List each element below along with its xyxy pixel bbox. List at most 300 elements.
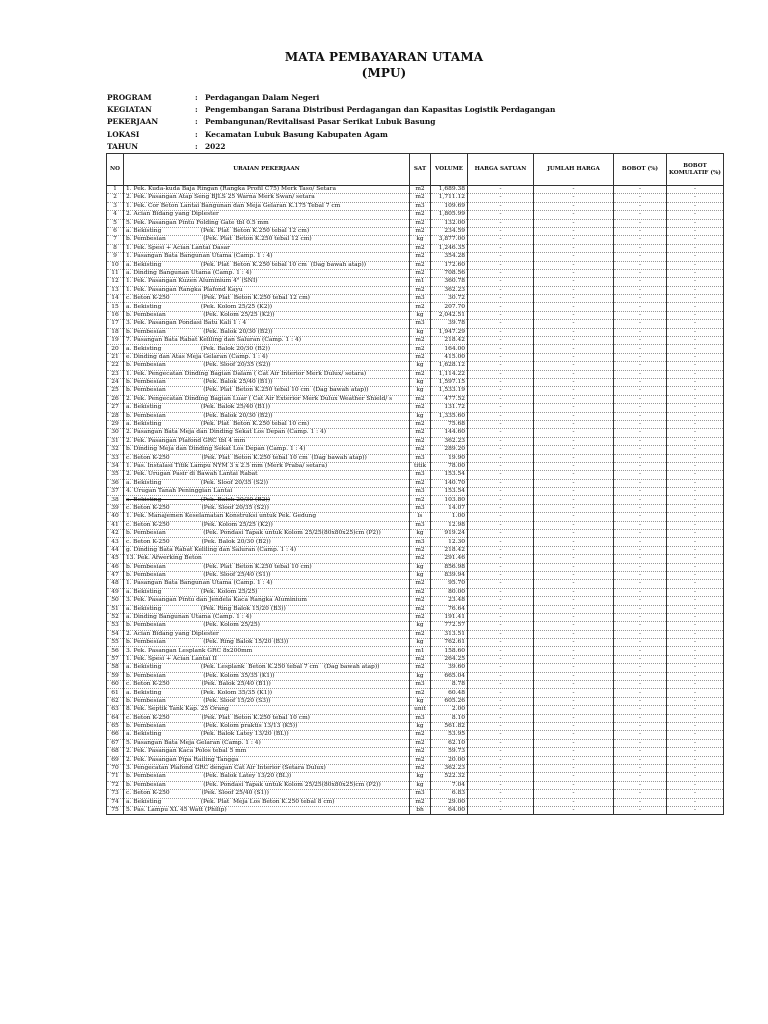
table-row xyxy=(107,723,724,731)
row-bobot: - xyxy=(614,395,667,403)
row-description: b. Pembesian (Pek. Balok 25/40 (B1)) xyxy=(124,378,410,386)
row-description: b. Pembesian (Pek. Sloof 15/20 (S3)) xyxy=(124,697,410,705)
row-bobot: - xyxy=(614,496,667,504)
row-no: 48 xyxy=(107,580,124,588)
table-row xyxy=(107,286,724,294)
row-bobot: - xyxy=(614,219,667,227)
row-no: 54 xyxy=(107,630,124,638)
row-no: 32 xyxy=(107,446,124,454)
row-unit: m2 xyxy=(410,764,431,772)
row-bobot-komulatif: - xyxy=(667,723,724,731)
row-volume: 218.42 xyxy=(431,546,468,554)
row-unit: kg xyxy=(410,697,431,705)
row-jumlah-harga: - xyxy=(534,278,614,286)
row-no: 42 xyxy=(107,530,124,538)
table-row xyxy=(107,580,724,588)
row-harga-satuan: - xyxy=(468,462,534,470)
row-jumlah-harga: - xyxy=(534,697,614,705)
table-row xyxy=(107,513,724,521)
row-description: c. Beton K-250 (Pek. Sloof 25/40 (S1)) xyxy=(124,790,410,798)
row-volume: 762.61 xyxy=(431,639,468,647)
row-jumlah-harga: - xyxy=(534,622,614,630)
row-bobot-komulatif: - xyxy=(667,748,724,756)
row-jumlah-harga: - xyxy=(534,269,614,277)
row-volume: 7.04 xyxy=(431,781,468,789)
table-row xyxy=(107,689,724,697)
row-description: b. Pembesian (Pek. Balok Latey 13/20 (BL)) xyxy=(124,773,410,781)
row-bobot-komulatif: - xyxy=(667,462,724,470)
row-no: 56 xyxy=(107,647,124,655)
info-row-kegiatan xyxy=(107,104,555,116)
row-volume: 605.26 xyxy=(431,697,468,705)
row-harga-satuan: - xyxy=(468,387,534,395)
row-unit: m2 xyxy=(410,219,431,227)
table-row xyxy=(107,639,724,647)
row-description: a. Bekisting (Pek. Balok Latey 13/20 (BL)) xyxy=(124,731,410,739)
row-no: 14 xyxy=(107,295,124,303)
row-bobot: - xyxy=(614,378,667,386)
row-bobot: - xyxy=(614,269,667,277)
row-unit: m2 xyxy=(410,395,431,403)
table-row xyxy=(107,714,724,722)
row-volume: 153.54 xyxy=(431,471,468,479)
row-no: 22 xyxy=(107,362,124,370)
row-jumlah-harga: - xyxy=(534,253,614,261)
row-description: 7. Pasangan Bata Rabat Keliling dan Saluran (Camp. 1 : 4) xyxy=(124,337,410,345)
row-description: 13. Pek. Afwerking Beton xyxy=(124,555,410,563)
row-jumlah-harga: - xyxy=(534,303,614,311)
info-colon: : xyxy=(195,105,198,115)
document-title: MATA PEMBAYARAN UTAMA xyxy=(284,50,484,64)
table-row xyxy=(107,370,724,378)
row-no: 57 xyxy=(107,655,124,663)
row-volume: 362.23 xyxy=(431,437,468,445)
row-jumlah-harga: - xyxy=(534,295,614,303)
row-no: 4 xyxy=(107,211,124,219)
row-no: 68 xyxy=(107,748,124,756)
row-volume: 856.98 xyxy=(431,563,468,571)
row-unit: m2 xyxy=(410,186,431,194)
row-jumlah-harga: - xyxy=(534,555,614,563)
row-description: a. Bekisting (Pek. Balok 20/30 (B2)) xyxy=(124,345,410,353)
row-description: 2. Pek. Pengecatan Dinding Bagian Luar ( Cat Air Exterior Merk Dulux Weather Shield/ s xyxy=(124,395,410,403)
row-description: 2. Pek. Pasangan Pipa Railing Tangga xyxy=(124,756,410,764)
row-volume: 1,689.38 xyxy=(431,186,468,194)
row-harga-satuan: - xyxy=(468,286,534,294)
row-bobot: - xyxy=(614,571,667,579)
row-volume: 144.60 xyxy=(431,429,468,437)
row-description: a. Bekisting (Pek. Plat Beton K.250 tebal 12 cm) xyxy=(124,227,410,235)
row-jumlah-harga: - xyxy=(534,530,614,538)
row-bobot: - xyxy=(614,362,667,370)
row-volume: 103.80 xyxy=(431,496,468,504)
row-harga-satuan: - xyxy=(468,605,534,613)
row-harga-satuan: - xyxy=(468,420,534,428)
row-unit: m2 xyxy=(410,479,431,487)
row-bobot-komulatif: - xyxy=(667,479,724,487)
row-harga-satuan: - xyxy=(468,630,534,638)
row-volume: 2.00 xyxy=(431,706,468,714)
row-bobot-komulatif: - xyxy=(667,622,724,630)
table-row xyxy=(107,446,724,454)
row-bobot: - xyxy=(614,664,667,672)
row-harga-satuan: - xyxy=(468,748,534,756)
row-bobot: - xyxy=(614,798,667,806)
row-harga-satuan: - xyxy=(468,261,534,269)
row-volume: 19.90 xyxy=(431,454,468,462)
row-unit: bh xyxy=(410,806,431,814)
row-bobot: - xyxy=(614,706,667,714)
row-description: a. Bekisting (Pek. Sloof 20/35 (S2)) xyxy=(124,479,410,487)
row-jumlah-harga: - xyxy=(534,655,614,663)
table-row xyxy=(107,521,724,529)
row-bobot: - xyxy=(614,597,667,605)
document-subtitle: (MPU) xyxy=(361,66,407,80)
info-row-lokasi xyxy=(107,129,555,141)
row-volume: 78.00 xyxy=(431,462,468,470)
row-no: 53 xyxy=(107,622,124,630)
row-jumlah-harga: - xyxy=(534,362,614,370)
row-unit: m2 xyxy=(410,731,431,739)
row-bobot-komulatif: - xyxy=(667,706,724,714)
row-jumlah-harga: - xyxy=(534,580,614,588)
row-description: a. Dinding Bangunan Utama (Camp. 1 : 4) xyxy=(124,269,410,277)
row-bobot: - xyxy=(614,790,667,798)
row-unit: m2 xyxy=(410,420,431,428)
row-harga-satuan: - xyxy=(468,446,534,454)
row-no: 61 xyxy=(107,689,124,697)
row-volume: 1,947.29 xyxy=(431,328,468,336)
row-harga-satuan: - xyxy=(468,546,534,554)
row-volume: 14.07 xyxy=(431,504,468,512)
table-row xyxy=(107,530,724,538)
row-description: a. Bekisting (Pek. Kolom 35/35 (K1)) xyxy=(124,689,410,697)
row-no: 62 xyxy=(107,697,124,705)
row-no: 27 xyxy=(107,404,124,412)
row-unit: kg xyxy=(410,563,431,571)
row-harga-satuan: - xyxy=(468,781,534,789)
row-unit: kg xyxy=(410,622,431,630)
table-row xyxy=(107,571,724,579)
row-description: b. Pembesian (Pek. Ring Balok 15/20 (B3)) xyxy=(124,639,410,647)
table-row xyxy=(107,462,724,470)
row-description: c. Beton K-250 (Pek. Plat Beton K.250 tebal 10 cm (Dag bawah atap)) xyxy=(124,454,410,462)
row-harga-satuan: - xyxy=(468,790,534,798)
row-harga-satuan: - xyxy=(468,211,534,219)
row-volume: 772.57 xyxy=(431,622,468,630)
row-jumlah-harga: - xyxy=(534,353,614,361)
header-bobot: BOBOT (%) xyxy=(614,154,667,186)
row-harga-satuan: - xyxy=(468,496,534,504)
row-bobot-komulatif: - xyxy=(667,597,724,605)
row-unit: kg xyxy=(410,672,431,680)
row-no: 69 xyxy=(107,756,124,764)
row-jumlah-harga: - xyxy=(534,781,614,789)
row-harga-satuan: - xyxy=(468,395,534,403)
row-harga-satuan: - xyxy=(468,697,534,705)
row-jumlah-harga: - xyxy=(534,647,614,655)
row-jumlah-harga: - xyxy=(534,236,614,244)
row-jumlah-harga: - xyxy=(534,437,614,445)
row-jumlah-harga: - xyxy=(534,420,614,428)
row-jumlah-harga: - xyxy=(534,748,614,756)
row-unit: kg xyxy=(410,328,431,336)
row-no: 43 xyxy=(107,538,124,546)
row-harga-satuan: - xyxy=(468,806,534,814)
row-no: 16 xyxy=(107,311,124,319)
row-unit: ls xyxy=(410,513,431,521)
row-jumlah-harga: - xyxy=(534,731,614,739)
row-no: 66 xyxy=(107,731,124,739)
row-volume: 6.83 xyxy=(431,790,468,798)
row-bobot: - xyxy=(614,253,667,261)
row-bobot-komulatif: - xyxy=(667,328,724,336)
table-row xyxy=(107,345,724,353)
table-row xyxy=(107,311,724,319)
row-jumlah-harga: - xyxy=(534,706,614,714)
row-harga-satuan: - xyxy=(468,362,534,370)
table-row xyxy=(107,420,724,428)
row-unit: m2 xyxy=(410,748,431,756)
row-bobot: - xyxy=(614,311,667,319)
table-row xyxy=(107,790,724,798)
row-bobot-komulatif: - xyxy=(667,353,724,361)
row-description: c. Beton K-250 (Pek. Sloof 20/35 (S2)) xyxy=(124,504,410,512)
row-unit: m2 xyxy=(410,269,431,277)
row-volume: 64.00 xyxy=(431,806,468,814)
row-bobot-komulatif: - xyxy=(667,378,724,386)
row-description: g. Dinding Bata Rabat Keliling dan Saluran (Camp. 1 : 4) xyxy=(124,546,410,554)
row-volume: 3,877.00 xyxy=(431,236,468,244)
row-harga-satuan: - xyxy=(468,689,534,697)
row-description: 1. Pek. Spesi + Acian Lantai Dasar xyxy=(124,244,410,252)
row-bobot: - xyxy=(614,303,667,311)
row-description: a. Dinding Bangunan Utama (Camp. 1 : 4) xyxy=(124,613,410,621)
row-description: c. Beton K-250 (Pek. Plat Beton K.250 tebal 10 cm) xyxy=(124,714,410,722)
row-bobot: - xyxy=(614,370,667,378)
row-no: 17 xyxy=(107,320,124,328)
row-no: 58 xyxy=(107,664,124,672)
row-description: 5. Pasangan Bata Meja Gelaran (Camp. 1 : 4) xyxy=(124,739,410,747)
row-description: b. Dinding Meja dan Dinding Sekat Los Depan (Camp. 1 : 4) xyxy=(124,446,410,454)
row-harga-satuan: - xyxy=(468,186,534,194)
row-bobot: - xyxy=(614,697,667,705)
table-body xyxy=(107,186,724,815)
row-no: 71 xyxy=(107,773,124,781)
row-bobot-komulatif: - xyxy=(667,395,724,403)
row-description: 1. Pek. Manajemen Keselamatan Konstruksi untuk Pek. Gedung xyxy=(124,513,410,521)
row-harga-satuan: - xyxy=(468,471,534,479)
row-jumlah-harga: - xyxy=(534,412,614,420)
table-row xyxy=(107,798,724,806)
row-bobot: - xyxy=(614,580,667,588)
row-bobot-komulatif: - xyxy=(667,412,724,420)
row-description: c. Beton K-250 (Pek. Kolom 25/25 (K2)) xyxy=(124,521,410,529)
table-row xyxy=(107,261,724,269)
row-unit: m3 xyxy=(410,714,431,722)
row-description: b. Pembesian (Pek. Plat Beton K.250 tebal 12 cm) xyxy=(124,236,410,244)
row-no: 34 xyxy=(107,462,124,470)
row-unit: m3 xyxy=(410,790,431,798)
row-bobot-komulatif: - xyxy=(667,689,724,697)
row-no: 1 xyxy=(107,186,124,194)
row-unit: m2 xyxy=(410,546,431,554)
row-bobot: - xyxy=(614,672,667,680)
table-row xyxy=(107,253,724,261)
row-bobot: - xyxy=(614,488,667,496)
header-jumlah-harga: JUMLAH HARGA xyxy=(534,154,614,186)
row-bobot-komulatif: - xyxy=(667,454,724,462)
row-description: 1. Pek. Pasangan Kuzen Aluminium 4" (SNI) xyxy=(124,278,410,286)
row-bobot-komulatif: - xyxy=(667,471,724,479)
row-bobot-komulatif: - xyxy=(667,546,724,554)
row-jumlah-harga: - xyxy=(534,613,614,621)
row-bobot: - xyxy=(614,622,667,630)
row-bobot-komulatif: - xyxy=(667,790,724,798)
row-description: b. Pembesian (Pek. Pondasi Tapak untuk Kolom 25/25(80x80x25)cm (P2)) xyxy=(124,781,410,789)
row-unit: m2 xyxy=(410,739,431,747)
row-bobot: - xyxy=(614,328,667,336)
row-unit: m3 xyxy=(410,521,431,529)
row-description: 3. Pek. Pasangan Pondasi Batu Kali 1 : 4 xyxy=(124,320,410,328)
row-description: 1. Pasangan Bata Bangunan Utama (Camp. 1 : 4) xyxy=(124,253,410,261)
project-info xyxy=(107,92,555,153)
header-harga-satuan: HARGA SATUAN xyxy=(468,154,534,186)
row-no: 64 xyxy=(107,714,124,722)
row-bobot: - xyxy=(614,764,667,772)
row-no: 67 xyxy=(107,739,124,747)
row-no: 7 xyxy=(107,236,124,244)
row-no: 19 xyxy=(107,337,124,345)
row-no: 25 xyxy=(107,387,124,395)
table-row xyxy=(107,630,724,638)
row-description: 2. Acian Bidang yang Diplester xyxy=(124,211,410,219)
row-unit: m2 xyxy=(410,597,431,605)
table-row xyxy=(107,555,724,563)
info-label: PEKERJAAN xyxy=(107,117,159,127)
row-no: 49 xyxy=(107,588,124,596)
row-jumlah-harga: - xyxy=(534,370,614,378)
row-volume: 708.56 xyxy=(431,269,468,277)
row-harga-satuan: - xyxy=(468,269,534,277)
row-unit: kg xyxy=(410,571,431,579)
row-jumlah-harga: - xyxy=(534,345,614,353)
row-volume: 1,628.12 xyxy=(431,362,468,370)
row-harga-satuan: - xyxy=(468,706,534,714)
row-volume: 289.20 xyxy=(431,446,468,454)
table-row xyxy=(107,303,724,311)
row-harga-satuan: - xyxy=(468,613,534,621)
row-description: 2. Acian Bidang yang Diplester xyxy=(124,630,410,638)
row-unit: m2 xyxy=(410,337,431,345)
row-unit: m2 xyxy=(410,555,431,563)
row-harga-satuan: - xyxy=(468,563,534,571)
row-description: b. Pembesian (Pek. Kolom praktis 13/13 (K5)) xyxy=(124,723,410,731)
table-row xyxy=(107,320,724,328)
row-volume: 1,597.15 xyxy=(431,378,468,386)
row-bobot: - xyxy=(614,278,667,286)
row-description: c. Beton K-250 (Pek. Plat Beton K.250 tebal 12 cm) xyxy=(124,295,410,303)
row-volume: 362.23 xyxy=(431,286,468,294)
row-bobot: - xyxy=(614,731,667,739)
row-bobot-komulatif: - xyxy=(667,781,724,789)
row-bobot-komulatif: - xyxy=(667,370,724,378)
row-unit: kg xyxy=(410,236,431,244)
row-no: 35 xyxy=(107,471,124,479)
row-description: 2. Pasangan Bata Meja dan Dinding Sekat Los Depan (Camp. 1 : 4) xyxy=(124,429,410,437)
row-description: 4. Urugan Tanah Peninggian Lantai xyxy=(124,488,410,496)
row-bobot: - xyxy=(614,462,667,470)
row-volume: 53.95 xyxy=(431,731,468,739)
row-no: 39 xyxy=(107,504,124,512)
row-bobot: - xyxy=(614,647,667,655)
row-unit: kg xyxy=(410,639,431,647)
row-harga-satuan: - xyxy=(468,437,534,445)
row-description: 5. Pek. Pasangan Pintu Folding Gate tbl 0.5 mm xyxy=(124,219,410,227)
row-unit: m2 xyxy=(410,353,431,361)
row-jumlah-harga: - xyxy=(534,597,614,605)
row-jumlah-harga: - xyxy=(534,446,614,454)
row-description: c. Beton K-250 (Pek. Balok 20/30 (B2)) xyxy=(124,538,410,546)
row-volume: 8.78 xyxy=(431,681,468,689)
row-jumlah-harga: - xyxy=(534,546,614,554)
row-harga-satuan: - xyxy=(468,655,534,663)
row-bobot-komulatif: - xyxy=(667,227,724,235)
row-bobot: - xyxy=(614,420,667,428)
row-volume: 76.64 xyxy=(431,605,468,613)
info-colon: : xyxy=(195,117,198,127)
row-volume: 95.70 xyxy=(431,580,468,588)
row-volume: 291.46 xyxy=(431,555,468,563)
table-row xyxy=(107,454,724,462)
table-row xyxy=(107,504,724,512)
table-row xyxy=(107,764,724,772)
table-row xyxy=(107,806,724,814)
row-bobot-komulatif: - xyxy=(667,521,724,529)
row-no: 50 xyxy=(107,597,124,605)
row-no: 37 xyxy=(107,488,124,496)
row-jumlah-harga: - xyxy=(534,681,614,689)
row-bobot: - xyxy=(614,446,667,454)
row-volume: 313.51 xyxy=(431,630,468,638)
row-volume: 415.00 xyxy=(431,353,468,361)
row-bobot-komulatif: - xyxy=(667,236,724,244)
row-jumlah-harga: - xyxy=(534,513,614,521)
row-bobot-komulatif: - xyxy=(667,504,724,512)
info-row-pekerjaan xyxy=(107,116,555,128)
row-unit: m2 xyxy=(410,798,431,806)
row-volume: 132.00 xyxy=(431,219,468,227)
row-description: a. Bekisting (Pek. Plat Beton K.250 tebal 10 cm (Dag bawah atap)) xyxy=(124,261,410,269)
row-jumlah-harga: - xyxy=(534,454,614,462)
row-unit: m3 xyxy=(410,202,431,210)
row-volume: 131.72 xyxy=(431,404,468,412)
row-description: b. Pembesian (Pek. Plat Beton K.250 tebal 10 cm (Dag bawah atap)) xyxy=(124,387,410,395)
row-bobot-komulatif: - xyxy=(667,211,724,219)
row-unit: kg xyxy=(410,387,431,395)
row-bobot-komulatif: - xyxy=(667,672,724,680)
table-row xyxy=(107,429,724,437)
row-no: 10 xyxy=(107,261,124,269)
row-bobot-komulatif: - xyxy=(667,580,724,588)
row-description: b. Pembesian (Pek. Sloof 20/35 (S2)) xyxy=(124,362,410,370)
row-harga-satuan: - xyxy=(468,202,534,210)
table-row xyxy=(107,236,724,244)
row-bobot: - xyxy=(614,295,667,303)
row-volume: 2,042.51 xyxy=(431,311,468,319)
row-bobot: - xyxy=(614,546,667,554)
row-bobot: - xyxy=(614,337,667,345)
